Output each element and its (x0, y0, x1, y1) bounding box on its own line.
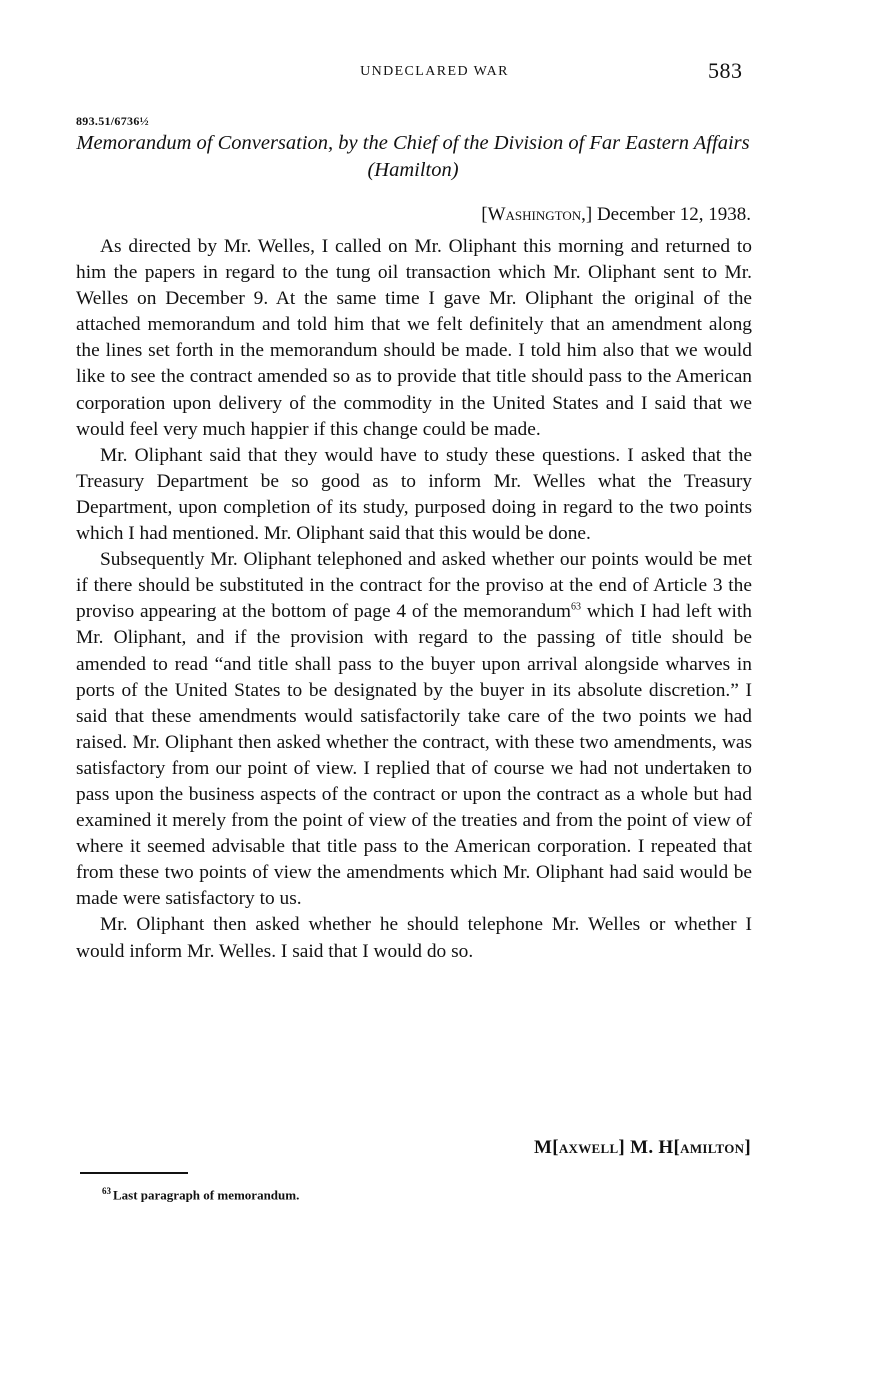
page-number: 583 (708, 58, 743, 83)
footnote-number: 63 (102, 1186, 111, 1196)
dateline (481, 204, 751, 226)
paragraph-3-part-2: which I had left with Mr. Oliphant, and if the provision with regard to the passing of title should be amended to read “and title shall pass to the buyer upon arrival alongside wharves in ports of the United States to be designated by the buyer in its absolute discretion.” I said that these amendments would satisfactorily take care of the two points we had raised. Mr. Oliphant then asked whether the contract, with these two amendments, was satisfactory from our point of view. I replied that of course we had not undertaken to pass upon the business aspects of the contract or upon the contract as a whole but had examined it merely from the point of view of the treaties and from the point of view of where it seemed advisable that title pass to the American corporation. I repeated that from these two points of view the amendments which Mr. Oliphant had said would be made were satisfactory to us. (76, 601, 752, 910)
paragraph-3 (76, 547, 752, 912)
dateline-place: [Washington,] (481, 204, 593, 225)
dateline-date: December 12, 1938. (596, 204, 751, 225)
paragraph-3-part-1: Subsequently Mr. Oliphant telephoned and asked whether our points would be met if there should be substituted in the contract for the proviso at the end of Article 3 the proviso appearing at the bottom of page 4 of the memorandum (76, 549, 752, 623)
footnote (102, 1186, 299, 1203)
running-head: UNDECLARED WAR (360, 64, 509, 79)
paragraph-2: Mr. Oliphant said that they would have to study these questions. I asked that the Treasury Department be so good as to inform Mr. Welles what the Treasury Department, upon completion of its study, purposed doing in regard to the two points which I had mentioned. Mr. Oliphant said that this would be done. (76, 444, 752, 545)
document-title: Memorandum of Conversation, by the Chief of the Division of Far Eastern Affairs (Hamilton) (76, 132, 750, 181)
paragraph-4: Mr. Oliphant then asked whether he should telephone Mr. Welles or whether I would inform Mr. Welles. I said that I would do so. (76, 914, 752, 962)
footnote-divider (80, 1172, 188, 1174)
memorandum-body (76, 234, 752, 965)
file-number: 893.51/6736½ (76, 114, 149, 128)
footnote-reference[interactable]: 63 (570, 601, 581, 613)
footnote-text: Last paragraph of memorandum. (113, 1187, 300, 1203)
signature: M[axwell] M. H[amilton] (533, 1137, 751, 1158)
paragraph-1: As directed by Mr. Welles, I called on Mr. Oliphant this morning and returned to him the papers in regard to the tung oil transaction which Mr. Oliphant sent to Mr. Welles on December 9. At the same time I gave Mr. Oliphant the original of the attached memorandum and told him that we felt definitely that an amendment along the lines set forth in the memorandum should be made. I told him also that we would like to see the contract amended so as to provide that title should pass to the American corporation upon delivery of the commodity in the United States and I said that we would feel very much happier if this change could be made. (76, 236, 752, 440)
